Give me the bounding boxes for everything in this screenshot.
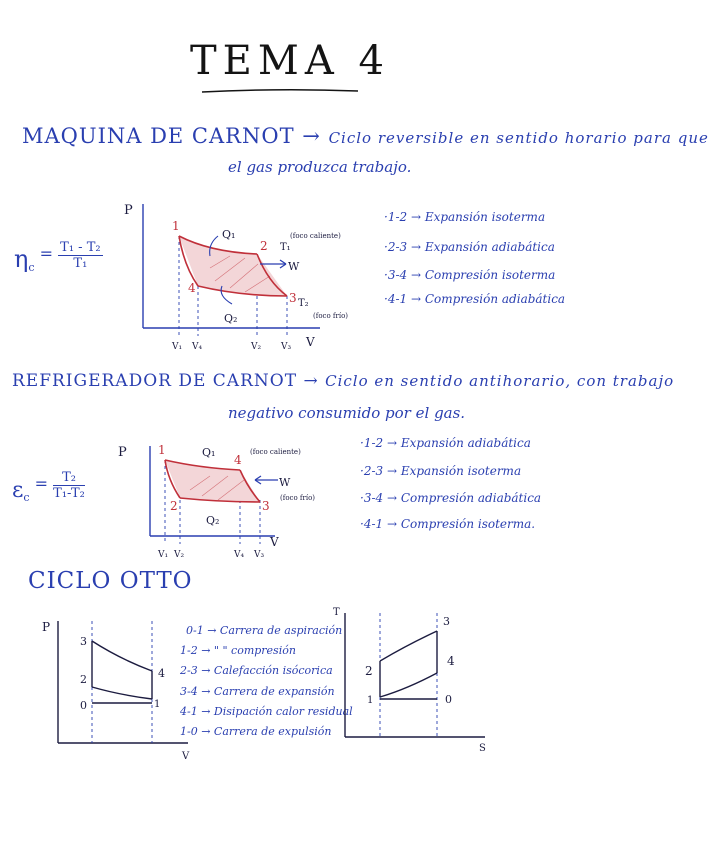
ref-tick-v1: V₁: [158, 550, 169, 560]
tick-v1: V₁: [172, 342, 183, 352]
t2-label: T₂: [298, 298, 309, 309]
point-2-label: 2: [260, 239, 268, 253]
t2-note: (foco frío): [313, 312, 349, 320]
ref-axis-p-label: P: [118, 445, 127, 460]
refrigerator-description-line2: negativo consumido por el gas.: [228, 404, 466, 422]
ref-q1-label: Q₁: [202, 446, 216, 459]
carnot-step-4: ·4-1 → Compresión adiabática: [384, 292, 566, 306]
refrigerator-description-line1: Ciclo en sentido antihorario, con trabajo: [325, 372, 675, 390]
efficiency-numerator: T₁ - T₂: [60, 240, 101, 255]
efficiency-denominator: T₁: [73, 256, 88, 271]
ref-point-2-label: 2: [170, 499, 178, 513]
carnot-step-3: ·3-4 → Compresión isoterma: [384, 268, 556, 282]
ref-q2-label: Q₂: [206, 514, 220, 527]
ref-point-3-label: 3: [262, 499, 270, 513]
arrow-icon: →: [303, 371, 319, 391]
carnot-step-2: ·2-3 → Expansión adiabática: [384, 240, 555, 254]
carnot-step-1: ·1-2 → Expansión isoterma: [384, 210, 546, 224]
q1-label: Q₁: [222, 228, 236, 241]
otto-ts-axis-t: T: [333, 607, 340, 618]
refrigerator-heading: [12, 371, 674, 391]
tick-v2: V₂: [251, 342, 262, 352]
tick-v4: V₄: [192, 342, 203, 352]
otto-ts-axis-s: S: [479, 743, 486, 754]
carnot-description-line1: Ciclo reversible en sentido horario para que: [328, 129, 709, 147]
ref-point-4-label: 4: [234, 453, 242, 467]
otto-pv-point-0: 0: [80, 699, 87, 712]
otto-ts-point-1: 1: [367, 695, 374, 706]
coef-symbol: ε: [12, 478, 24, 503]
otto-heading: CICLO OTTO: [28, 568, 193, 594]
otto-pv-point-4: 4: [158, 667, 165, 680]
tick-v3: V₃: [281, 342, 292, 352]
coef-numerator: T₂: [53, 470, 85, 486]
otto-pv-point-2: 2: [80, 673, 87, 686]
otto-ts-point-4: 4: [447, 654, 455, 668]
otto-step-2: 1-2 → " " compresión: [180, 644, 296, 657]
ref-point-1-label: 1: [158, 443, 166, 457]
point-4-label: 4: [188, 281, 196, 295]
refrigerator-step-4: ·4-1 → Compresión isoterma.: [360, 517, 536, 531]
efficiency-symbol: η: [14, 245, 29, 273]
efficiency-fraction: [58, 240, 102, 271]
otto-ts-point-3: 3: [443, 615, 450, 628]
q2-label: Q₂: [224, 312, 238, 325]
efficiency-subscript: c: [28, 261, 35, 275]
carnot-pv-diagram: [110, 196, 380, 356]
refrigerator-step-3: ·3-4 → Compresión adiabática: [360, 491, 542, 505]
coef-denominator: T₁-T₂: [53, 486, 85, 501]
arrow-icon: →: [302, 124, 321, 148]
otto-step-5: 4-1 → Disipación calor residual: [180, 705, 353, 718]
t1-note: (foco caliente): [290, 232, 341, 240]
otto-step-1: 0-1 → Carrera de aspiración: [186, 624, 343, 637]
point-3-label: 3: [289, 291, 297, 305]
refrigerator-heading-text: REFRIGERADOR DE CARNOT: [12, 371, 298, 391]
otto-pv-point-1: 1: [154, 699, 161, 710]
carnot-efficiency-formula: [14, 240, 103, 274]
otto-pv-axis-p: P: [42, 620, 51, 634]
title-underline: [200, 86, 360, 96]
otto-pv-point-3: 3: [80, 635, 87, 648]
otto-pv-diagram: [40, 615, 190, 760]
page-title: TEMA 4: [190, 38, 390, 84]
t1-label: T₁: [280, 242, 291, 253]
efficiency-equals: =: [39, 244, 54, 263]
otto-step-6: 1-0 → Carrera de expulsión: [180, 725, 332, 738]
otto-step-3: 2-3 → Calefacción isócorica: [180, 664, 333, 677]
refrigerator-step-1: ·1-2 → Expansión adiabática: [360, 436, 531, 450]
otto-pv-axis-v: V: [182, 751, 190, 762]
point-1-label: 1: [172, 219, 180, 233]
work-label: W: [288, 260, 300, 273]
ref-tick-v4: V₄: [234, 550, 245, 560]
axis-v-label: V: [306, 335, 315, 349]
carnot-heading: [22, 124, 709, 148]
coef-equals: =: [34, 474, 49, 493]
ref-tick-v2: V₂: [174, 550, 185, 560]
otto-ts-point-0: 0: [445, 693, 452, 706]
otto-ts-point-2: 2: [365, 664, 373, 678]
coef-subscript: c: [23, 491, 30, 505]
refrigerator-pv-diagram: [110, 440, 350, 565]
ref-cold-note: (foco frío): [280, 494, 316, 502]
axis-p-label: P: [124, 203, 133, 218]
refrigerator-coefficient-formula: [12, 470, 85, 504]
otto-step-4: 3-4 → Carrera de expansión: [180, 685, 335, 698]
carnot-heading-text: MAQUINA DE CARNOT: [22, 124, 295, 148]
ref-hot-note: (foco caliente): [250, 448, 301, 456]
coef-fraction: [53, 470, 85, 501]
ref-work-label: W: [279, 476, 291, 489]
carnot-description-line2: el gas produzca trabajo.: [228, 158, 412, 176]
ref-axis-v-label: V: [270, 535, 279, 549]
refrigerator-step-2: ·2-3 → Expansión isoterma: [360, 464, 522, 478]
otto-ts-diagram: [335, 605, 495, 755]
ref-tick-v3: V₃: [254, 550, 265, 560]
